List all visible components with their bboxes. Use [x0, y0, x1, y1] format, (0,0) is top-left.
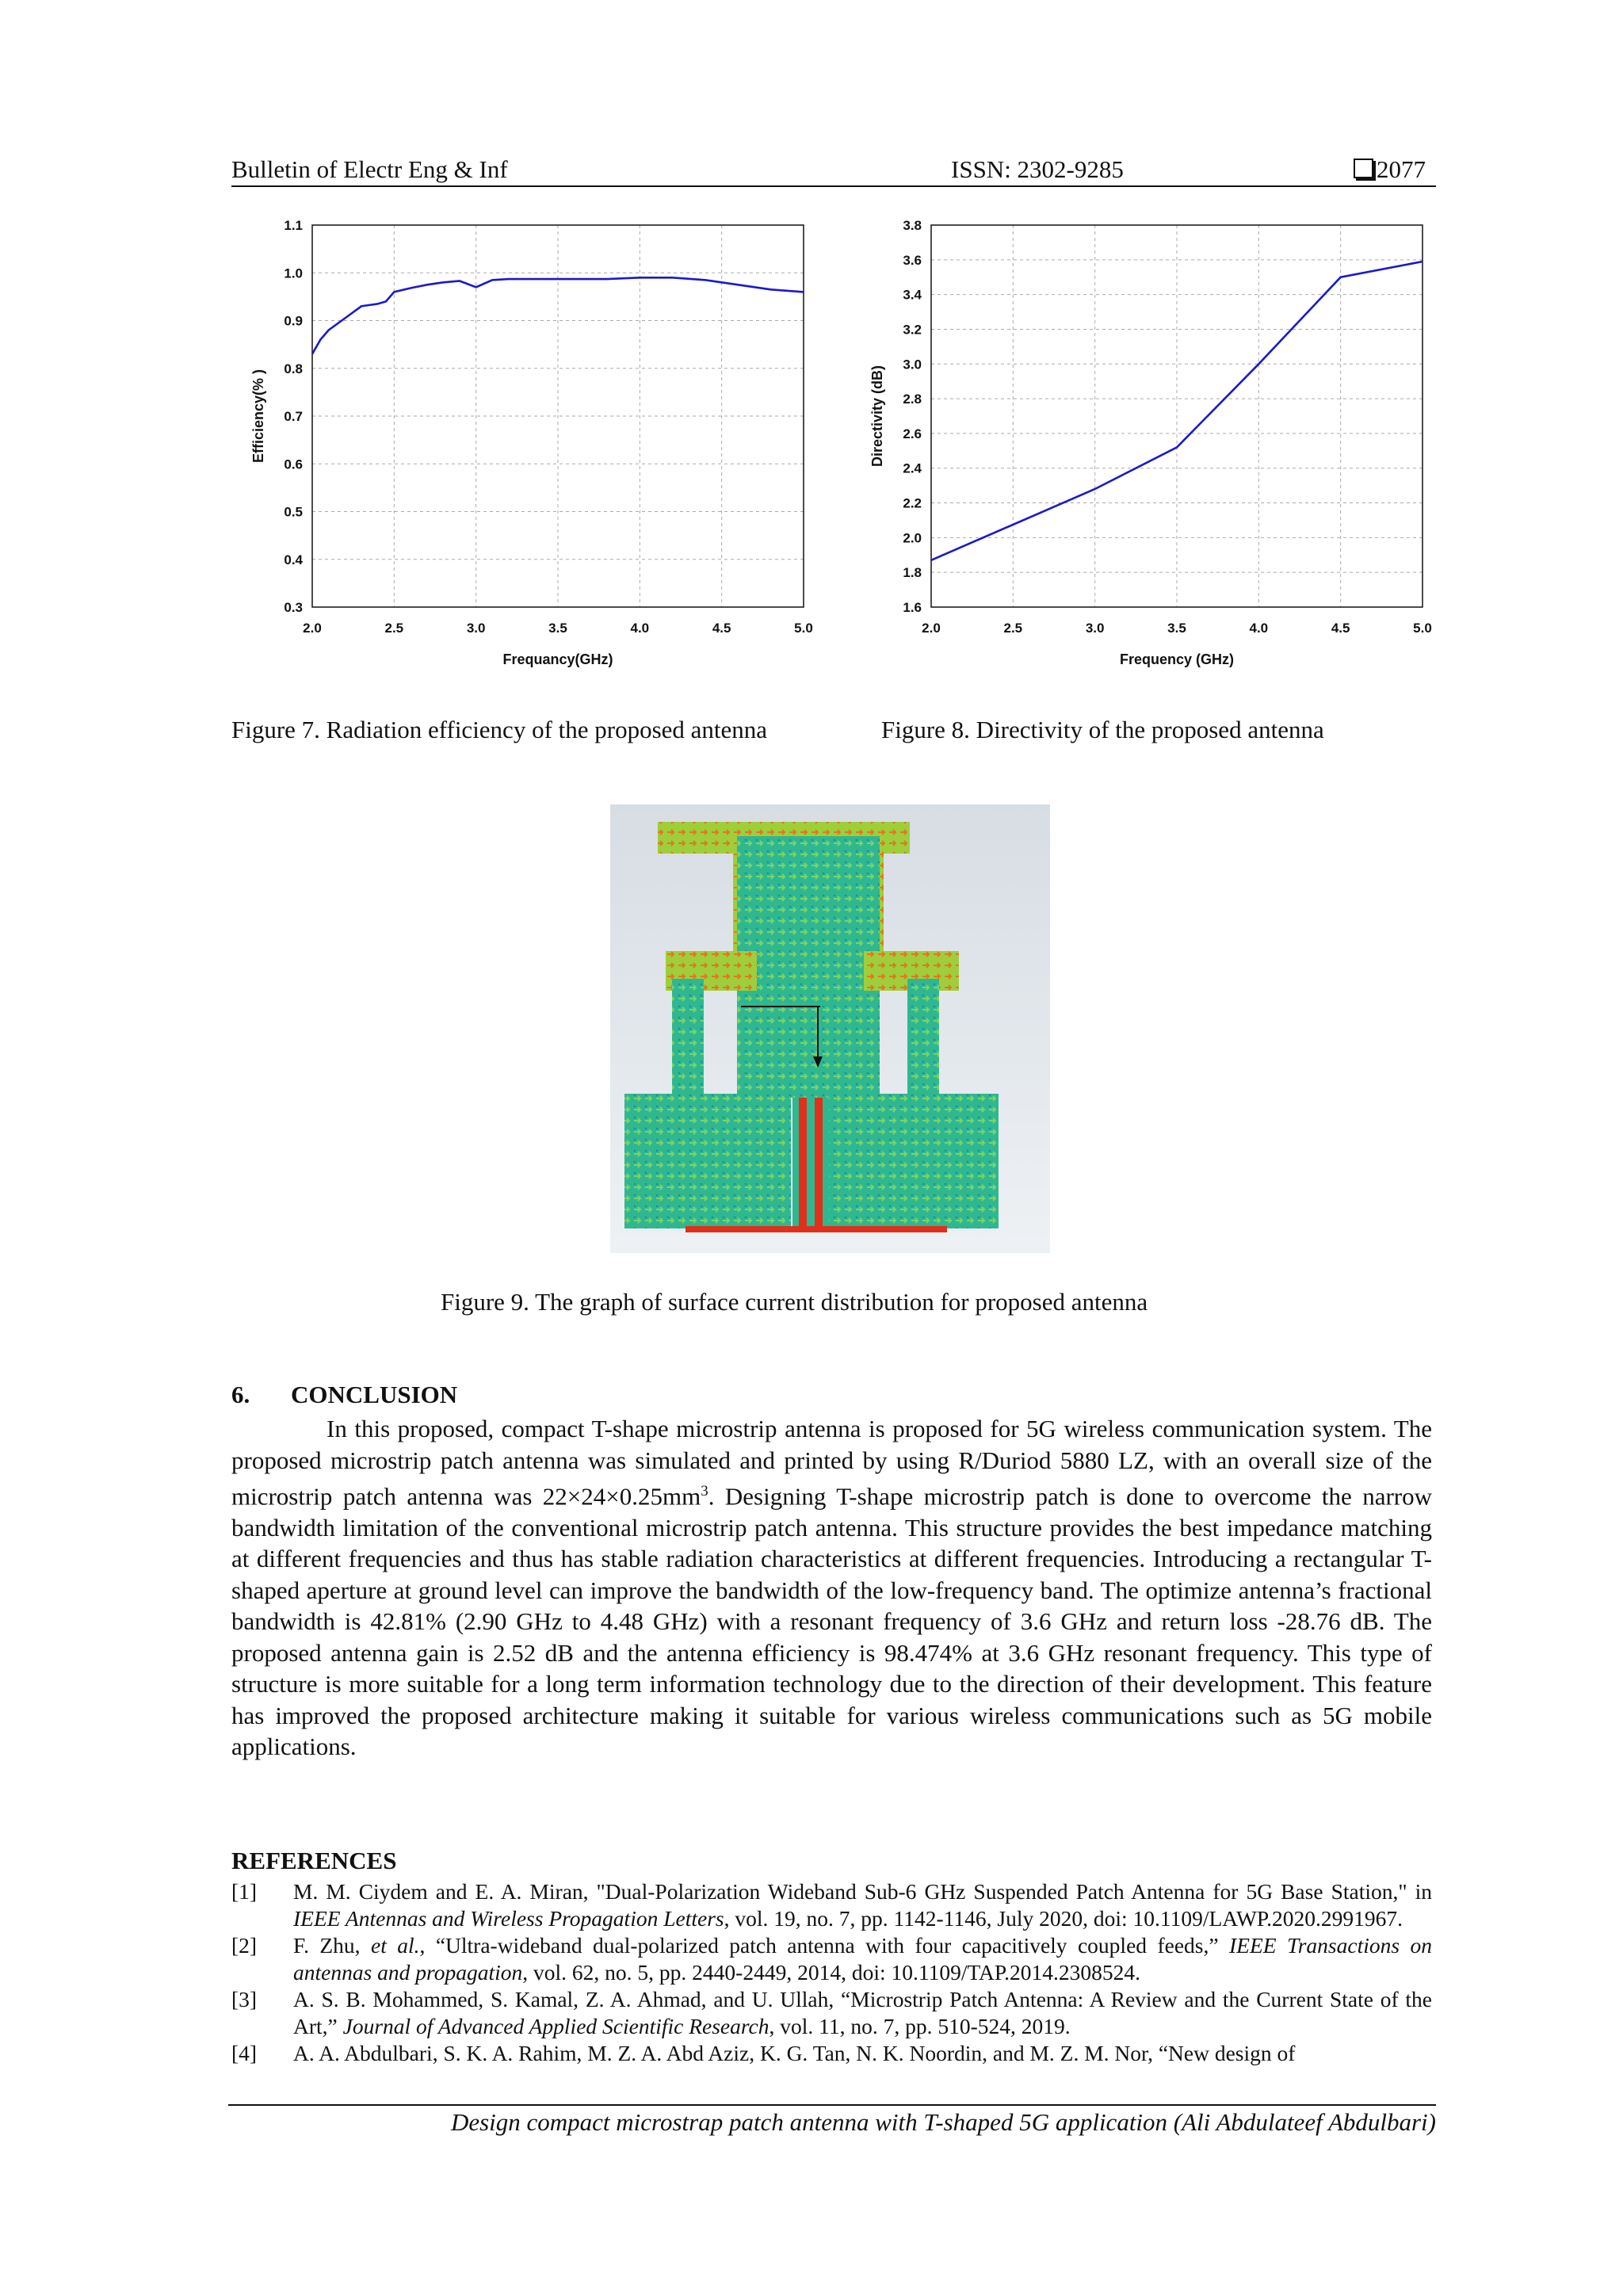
y-tick-label: 0.4	[284, 552, 303, 567]
y-tick-label: 0.8	[284, 361, 303, 376]
y-axis-label: Directivity (dB)	[869, 365, 885, 468]
x-axis-label: Frequency (GHz)	[1119, 651, 1235, 667]
y-tick-label: 0.7	[284, 409, 303, 424]
reference-number: [1]	[231, 1879, 258, 1904]
page-number: 2077	[1377, 155, 1426, 183]
x-tick-label: 2.5	[1003, 621, 1023, 636]
efficiency-chart-svg	[238, 214, 840, 690]
y-tick-label: 3.8	[903, 218, 922, 233]
x-tick-label: 3.5	[1167, 621, 1186, 636]
conclusion-paragraph	[231, 1413, 1432, 1763]
reference-text: A. S. B. Mohammed, S. Kamal, Z. A. Ahmad, and U. Ullah, “Microstrip Patch Antenna: A Review and the Current State of the Art,” Journal of Advanced Applied Scientific Research, vol. 11, no. 7, pp. 510-524, 2019.	[293, 1987, 1432, 2038]
references-heading: REFERENCES	[231, 1847, 397, 1874]
x-tick-label: 4.5	[712, 621, 731, 636]
y-tick-label: 2.8	[903, 392, 922, 407]
y-tick-label: 3.2	[903, 322, 922, 338]
y-tick-label: 0.9	[284, 313, 303, 329]
figure-7-caption: Figure 7. Radiation efficiency of the proposed antenna	[231, 716, 768, 743]
running-header-page	[1354, 155, 1426, 184]
x-tick-label: 2.0	[303, 621, 322, 636]
y-tick-label: 3.0	[903, 357, 922, 372]
conclusion-superscript: 3	[701, 1483, 708, 1499]
x-tick-label: 4.0	[630, 621, 650, 636]
surface-current-illustration	[610, 804, 1050, 1253]
x-tick-label: 3.0	[1085, 621, 1105, 636]
reference-number: [2]	[231, 1933, 258, 1958]
y-tick-label: 2.4	[903, 460, 922, 476]
running-header-journal: Bulletin of Electr Eng & Inf	[231, 155, 508, 183]
section-number: 6.	[231, 1381, 250, 1408]
y-tick-label: 1.1	[284, 218, 303, 233]
y-tick-label: 1.8	[903, 565, 922, 581]
x-tick-label: 5.0	[794, 621, 813, 636]
y-tick-label: 1.6	[903, 600, 922, 615]
conclusion-text-b: . Designing T-shape microstrip patch is done to overcome the narrow bandwidth limitation of the conventional microstrip patch antenna. This structure provides the best impedance matching at different frequencies and thus has stable radiation characteristics at different frequencies. Introducing a rectangular T-shaped aperture at ground level can improve the bandwidth of the low-frequency band. The optimize antenna’s fractional bandwidth is 42.81% (2.90 GHz to 4.48 GHz) with a resonant frequency of 3.6 GHz and return loss -28.76 dB. The proposed antenna gain is 2.52 dB and the antenna efficiency is 98.474% at 3.6 GHz resonant frequency. This type of structure is more suitable for a long term information technology due to the direction of their development. This feature has improved the proposed architecture making it suitable for various wireless communications such as 5G mobile applications.	[231, 1482, 1432, 1761]
y-tick-label: 0.5	[284, 504, 303, 520]
directivity-chart-svg	[856, 214, 1458, 690]
reference-text: M. M. Ciydem and E. A. Miran, "Dual-Polarization Wideband Sub-6 GHz Suspended Patch Antenna for 5G Base Station," in IEEE Antennas and Wireless Propagation Letters, vol. 19, no. 7, pp. 1142-1146, July 2020, doi: 10.1109/LAWP.2020.2991967.	[293, 1879, 1432, 1931]
reference-item	[231, 2040, 1432, 2067]
y-tick-label: 0.3	[284, 600, 303, 615]
y-tick-label: 3.4	[903, 287, 922, 303]
x-tick-label: 2.0	[922, 621, 941, 636]
y-tick-label: 2.2	[903, 495, 922, 511]
figure-8-caption: Figure 8. Directivity of the proposed antenna	[881, 716, 1324, 743]
x-tick-label: 3.5	[548, 621, 567, 636]
y-tick-label: 3.6	[903, 252, 922, 268]
y-axis-label: Efficiency(% )	[250, 369, 266, 464]
figure-9-image	[610, 804, 1050, 1253]
x-tick-label: 4.5	[1331, 621, 1350, 636]
header-rule	[231, 185, 1436, 187]
page-box-icon	[1354, 159, 1373, 178]
figure-9-caption: Figure 9. The graph of surface current distribution for proposed antenna	[441, 1288, 1148, 1316]
reference-text: F. Zhu, et al., “Ultra-wideband dual-polarized patch antenna with four capacitively coupled feeds,” IEEE Transactions on antennas and propagation, vol. 62, no. 5, pp. 2440-2449, 2014, doi: 10.1109/TAP.2014.2308524.	[293, 1933, 1432, 1985]
reference-item	[231, 1986, 1432, 2040]
conclusion-text-a: In this proposed, compact T-shape microstrip antenna is proposed for 5G wireless communication system. The proposed microstrip patch antenna was simulated and printed by using R/Duriod 5880 LZ, with an overall size of the microstrip patch antenna was 22×24×0.25mm	[231, 1415, 1432, 1511]
y-tick-label: 1.0	[284, 266, 303, 281]
section-title: CONCLUSION	[291, 1381, 458, 1408]
reference-item	[231, 1878, 1432, 1932]
y-tick-label: 2.6	[903, 426, 922, 441]
references-list	[231, 1878, 1432, 2067]
x-tick-label: 3.0	[466, 621, 486, 636]
x-tick-label: 4.0	[1249, 621, 1269, 636]
reference-number: [4]	[231, 2041, 258, 2065]
x-tick-label: 2.5	[384, 621, 404, 636]
reference-text: A. A. Abdulbari, S. K. A. Rahim, M. Z. A. Abd Aziz, K. G. Tan, N. K. Noordin, and M. Z. M. Nor, “New design of	[293, 2041, 1296, 2065]
reference-number: [3]	[231, 1987, 258, 2011]
y-tick-label: 0.6	[284, 457, 303, 472]
x-tick-label: 5.0	[1413, 621, 1432, 636]
reference-item	[231, 1932, 1432, 1986]
figure-7-chart	[238, 214, 840, 693]
running-footer: Design compact microstrap patch antenna with T-shaped 5G application (Ali Abdulateef Abdulbari)	[450, 2108, 1436, 2136]
section-heading	[231, 1381, 457, 1409]
figure-8-chart	[856, 214, 1458, 693]
x-axis-label: Frequancy(GHz)	[502, 651, 613, 667]
y-tick-label: 2.0	[903, 530, 922, 546]
footer-rule	[228, 2104, 1436, 2106]
running-header-issn: ISSN: 2302-9285	[951, 155, 1124, 183]
